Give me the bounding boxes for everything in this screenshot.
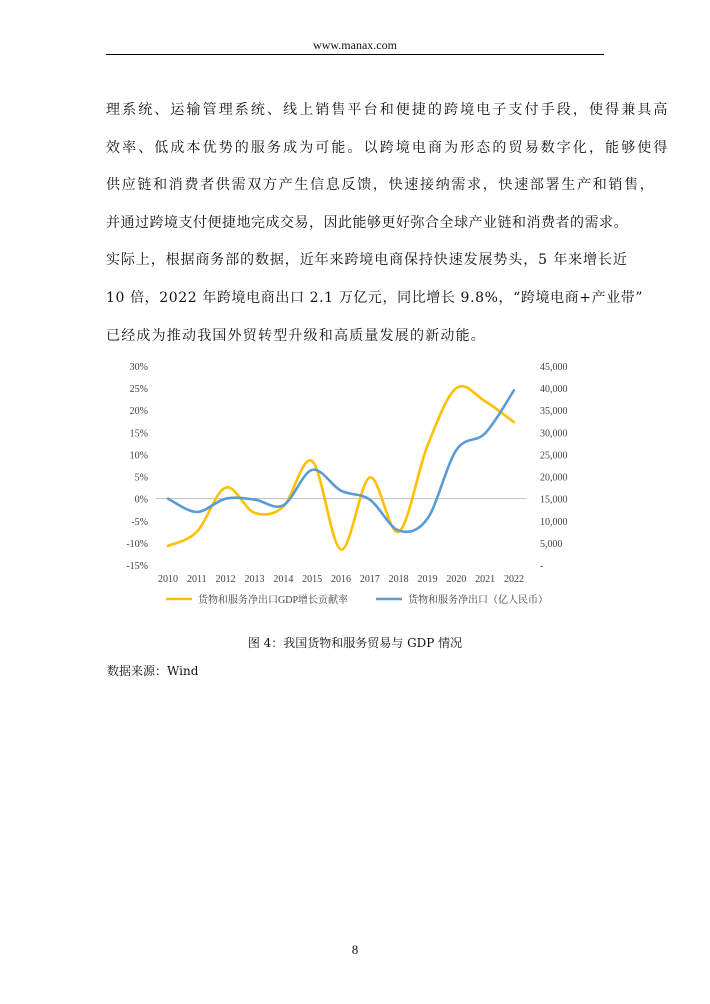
- x-tick-label: 2017: [359, 574, 380, 585]
- y-right-tick-label: -: [540, 561, 544, 572]
- x-tick-label: 2013: [244, 574, 265, 585]
- paragraph-line: 理系统、运输管理系统、线上销售平台和便捷的跨境电子支付手段，使得兼具高: [106, 102, 670, 118]
- y-left-tick-label: -10%: [126, 538, 148, 550]
- x-tick-label: 2020: [446, 574, 467, 585]
- paragraph-line: 并通过跨境支付便捷地完成交易，因此能够更好弥合全球产业链和消费者的需求。: [106, 214, 628, 231]
- paragraph-line: 效率、低成本优势的服务成为可能。以跨境电商为形态的贸易数字化，能够使得: [106, 139, 670, 156]
- x-tick-label: 2011: [187, 574, 207, 585]
- y-left-tick-label: 20%: [129, 406, 148, 418]
- page-number: 8: [351, 942, 359, 957]
- figure-caption: 图 4：我国货物和服务贸易与 GDP 情况: [247, 636, 463, 650]
- y-right-tick-label: 40,000: [540, 384, 568, 396]
- y-left-tick-label: -5%: [131, 516, 148, 528]
- x-tick-label: 2022: [504, 574, 524, 585]
- x-tick-label: 2015: [302, 574, 323, 585]
- y-right-tick-label: 30,000: [540, 428, 568, 440]
- y-right-tick-label: 5,000: [540, 538, 563, 550]
- y-left-tick-label: 25%: [129, 384, 148, 396]
- paragraph-line: 10 倍，2022 年跨境电商出口 2.1 万亿元，同比增长 9.8%，“跨境电商+产业带”: [106, 289, 644, 306]
- y-right-tick-label: 35,000: [540, 406, 568, 418]
- header-rule: [106, 54, 604, 55]
- y-right-tick-label: 25,000: [540, 450, 568, 462]
- y-right-tick-label: 10,000: [540, 516, 568, 528]
- series-line-net-exports: [168, 390, 514, 532]
- y-left-tick-label: 30%: [129, 362, 148, 373]
- x-tick-label: 2016: [331, 574, 351, 585]
- y-left-tick-label: 0%: [134, 494, 148, 506]
- y-right-tick-label: 45,000: [540, 362, 568, 373]
- y-left-tick-label: -15%: [126, 561, 148, 572]
- x-tick-label: 2019: [417, 574, 438, 585]
- y-left-tick-label: 5%: [134, 472, 148, 484]
- series-line-contribution-rate: [168, 386, 514, 549]
- x-tick-label: 2010: [158, 574, 178, 585]
- dual-axis-line-chart: [110, 355, 590, 615]
- y-left-tick-label: 15%: [129, 428, 148, 440]
- data-source: 数据来源：Wind: [107, 664, 199, 678]
- y-right-tick-label: 20,000: [540, 472, 568, 484]
- x-tick-label: 2018: [388, 574, 409, 585]
- x-tick-label: 2014: [273, 574, 294, 585]
- page-header-site: www.manax.com: [313, 38, 397, 52]
- x-tick-label: 2021: [475, 574, 496, 585]
- chart-container: [110, 355, 590, 615]
- y-left-tick-label: 10%: [129, 450, 148, 462]
- paragraph-line: 供应链和消费者供需双方产生信息反馈，快速接纳需求，快速部署生产和销售，: [106, 177, 656, 194]
- legend-label: 货物和服务净出口GDP增长贡献率: [198, 595, 349, 606]
- body-paragraph: [106, 92, 670, 355]
- y-right-tick-label: 15,000: [540, 494, 568, 506]
- legend-label: 货物和服务净出口（亿人民币）: [408, 595, 548, 606]
- paragraph-line: 已经成为推动我国外贸转型升级和高质量发展的新动能。: [106, 327, 486, 344]
- paragraph-line: 实际上，根据商务部的数据，近年来跨境电商保持快速发展势头，5 年来增长近: [106, 252, 628, 269]
- x-tick-label: 2012: [215, 574, 236, 585]
